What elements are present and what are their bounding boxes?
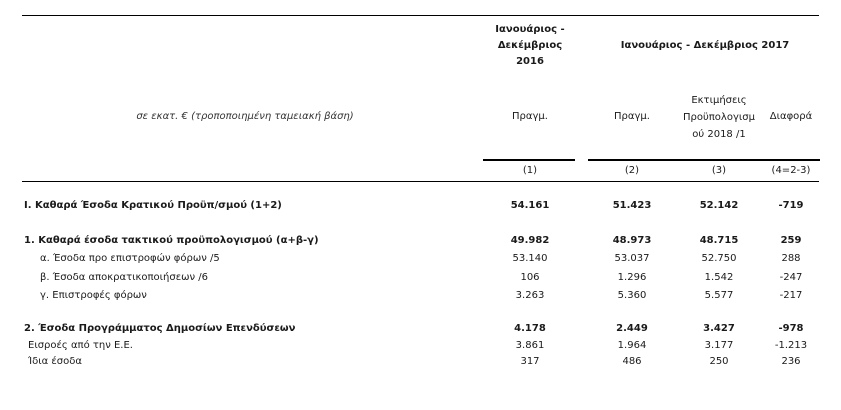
cell-col3: 52.750 bbox=[701, 253, 737, 264]
table-row bbox=[0, 198, 841, 214]
cell-col3: 3.427 bbox=[703, 323, 735, 334]
cell-col3: 3.177 bbox=[704, 340, 734, 351]
col2-index: (2) bbox=[624, 165, 640, 176]
col1-period-header bbox=[485, 22, 575, 70]
col3-label-line1: Εκτιμήσεις bbox=[691, 95, 747, 106]
row-label: Ίδια έσοδα bbox=[28, 356, 82, 367]
row-label: γ. Επιστροφές φόρων bbox=[40, 290, 147, 301]
table-row bbox=[0, 338, 841, 354]
table-row bbox=[0, 354, 841, 370]
group-header-rule bbox=[588, 159, 820, 161]
cell-col3: 48.715 bbox=[699, 235, 739, 246]
col3-index: (3) bbox=[711, 165, 727, 176]
table-row bbox=[0, 288, 841, 304]
col1-period-line3: 2016 bbox=[516, 56, 544, 67]
cell-col4: -247 bbox=[779, 272, 803, 283]
row-label: I. Καθαρά Έσοδα Κρατικού Προϋπ/σμού (1+2) bbox=[24, 200, 282, 211]
cell-col2: 5.360 bbox=[617, 290, 647, 301]
top-rule bbox=[22, 15, 819, 16]
col4-index: (4=2-3) bbox=[771, 165, 811, 176]
col1-index: (1) bbox=[522, 165, 538, 176]
row-label: α. Έσοδα προ επιστροφών φόρων /5 bbox=[40, 253, 220, 264]
cell-col1: 317 bbox=[520, 356, 540, 367]
group-period-header: Ιανουάριος - Δεκέμβριος 2017 bbox=[620, 40, 790, 51]
row-label: 2. Έσοδα Προγράμματος Δημοσίων Επενδύσεων bbox=[24, 323, 296, 334]
cell-col1: 3.263 bbox=[515, 290, 545, 301]
col3-label-line2: Προϋπολογισμ bbox=[683, 112, 755, 123]
cell-col4: -719 bbox=[778, 200, 804, 211]
cell-col1: 54.161 bbox=[510, 200, 550, 211]
cell-col4: -217 bbox=[779, 290, 803, 301]
cell-col4: 259 bbox=[780, 235, 802, 246]
cell-col1: 4.178 bbox=[514, 323, 546, 334]
unit-note: σε εκατ. € (τροποποιημένη ταμειακή βάση) bbox=[136, 111, 354, 122]
row-label: 1. Καθαρά έσοδα τακτικού προϋπολογισμού (α+β-γ) bbox=[24, 235, 319, 246]
cell-col3: 5.577 bbox=[704, 290, 734, 301]
cell-col1: 49.982 bbox=[510, 235, 550, 246]
cell-col1: 106 bbox=[520, 272, 540, 283]
cell-col2: 48.973 bbox=[612, 235, 652, 246]
col3-label bbox=[673, 92, 765, 143]
cell-col1: 53.140 bbox=[512, 253, 548, 264]
cell-col4: 236 bbox=[781, 356, 801, 367]
cell-col3: 52.142 bbox=[699, 200, 739, 211]
col1-period-line1: Ιανουάριος - bbox=[495, 24, 565, 35]
index-rule bbox=[22, 181, 819, 182]
cell-col1: 3.861 bbox=[515, 340, 545, 351]
row-label: β. Έσοδα αποκρατικοποιήσεων /6 bbox=[40, 272, 208, 283]
cell-col4: -1.213 bbox=[774, 340, 808, 351]
col4-label: Διαφορά bbox=[769, 111, 813, 122]
col2-label: Πραγμ. bbox=[614, 111, 650, 122]
cell-col2: 53.037 bbox=[614, 253, 650, 264]
cell-col3: 1.542 bbox=[704, 272, 734, 283]
table-row bbox=[0, 270, 841, 286]
cell-col4: 288 bbox=[781, 253, 801, 264]
col1-period-line2: Δεκέμβριος bbox=[497, 40, 563, 51]
col1-header-rule bbox=[483, 159, 575, 161]
cell-col2: 486 bbox=[622, 356, 642, 367]
cell-col3: 250 bbox=[709, 356, 729, 367]
table-row bbox=[0, 321, 841, 337]
cell-col2: 1.296 bbox=[617, 272, 647, 283]
col1-label: Πραγμ. bbox=[512, 111, 548, 122]
col3-label-line3: ού 2018 /1 bbox=[692, 129, 746, 140]
row-label: Εισροές από την Ε.Ε. bbox=[28, 340, 133, 351]
cell-col2: 2.449 bbox=[616, 323, 648, 334]
cell-col2: 51.423 bbox=[612, 200, 652, 211]
table-row bbox=[0, 233, 841, 249]
table-row bbox=[0, 251, 841, 267]
cell-col4: -978 bbox=[778, 323, 804, 334]
cell-col2: 1.964 bbox=[617, 340, 647, 351]
